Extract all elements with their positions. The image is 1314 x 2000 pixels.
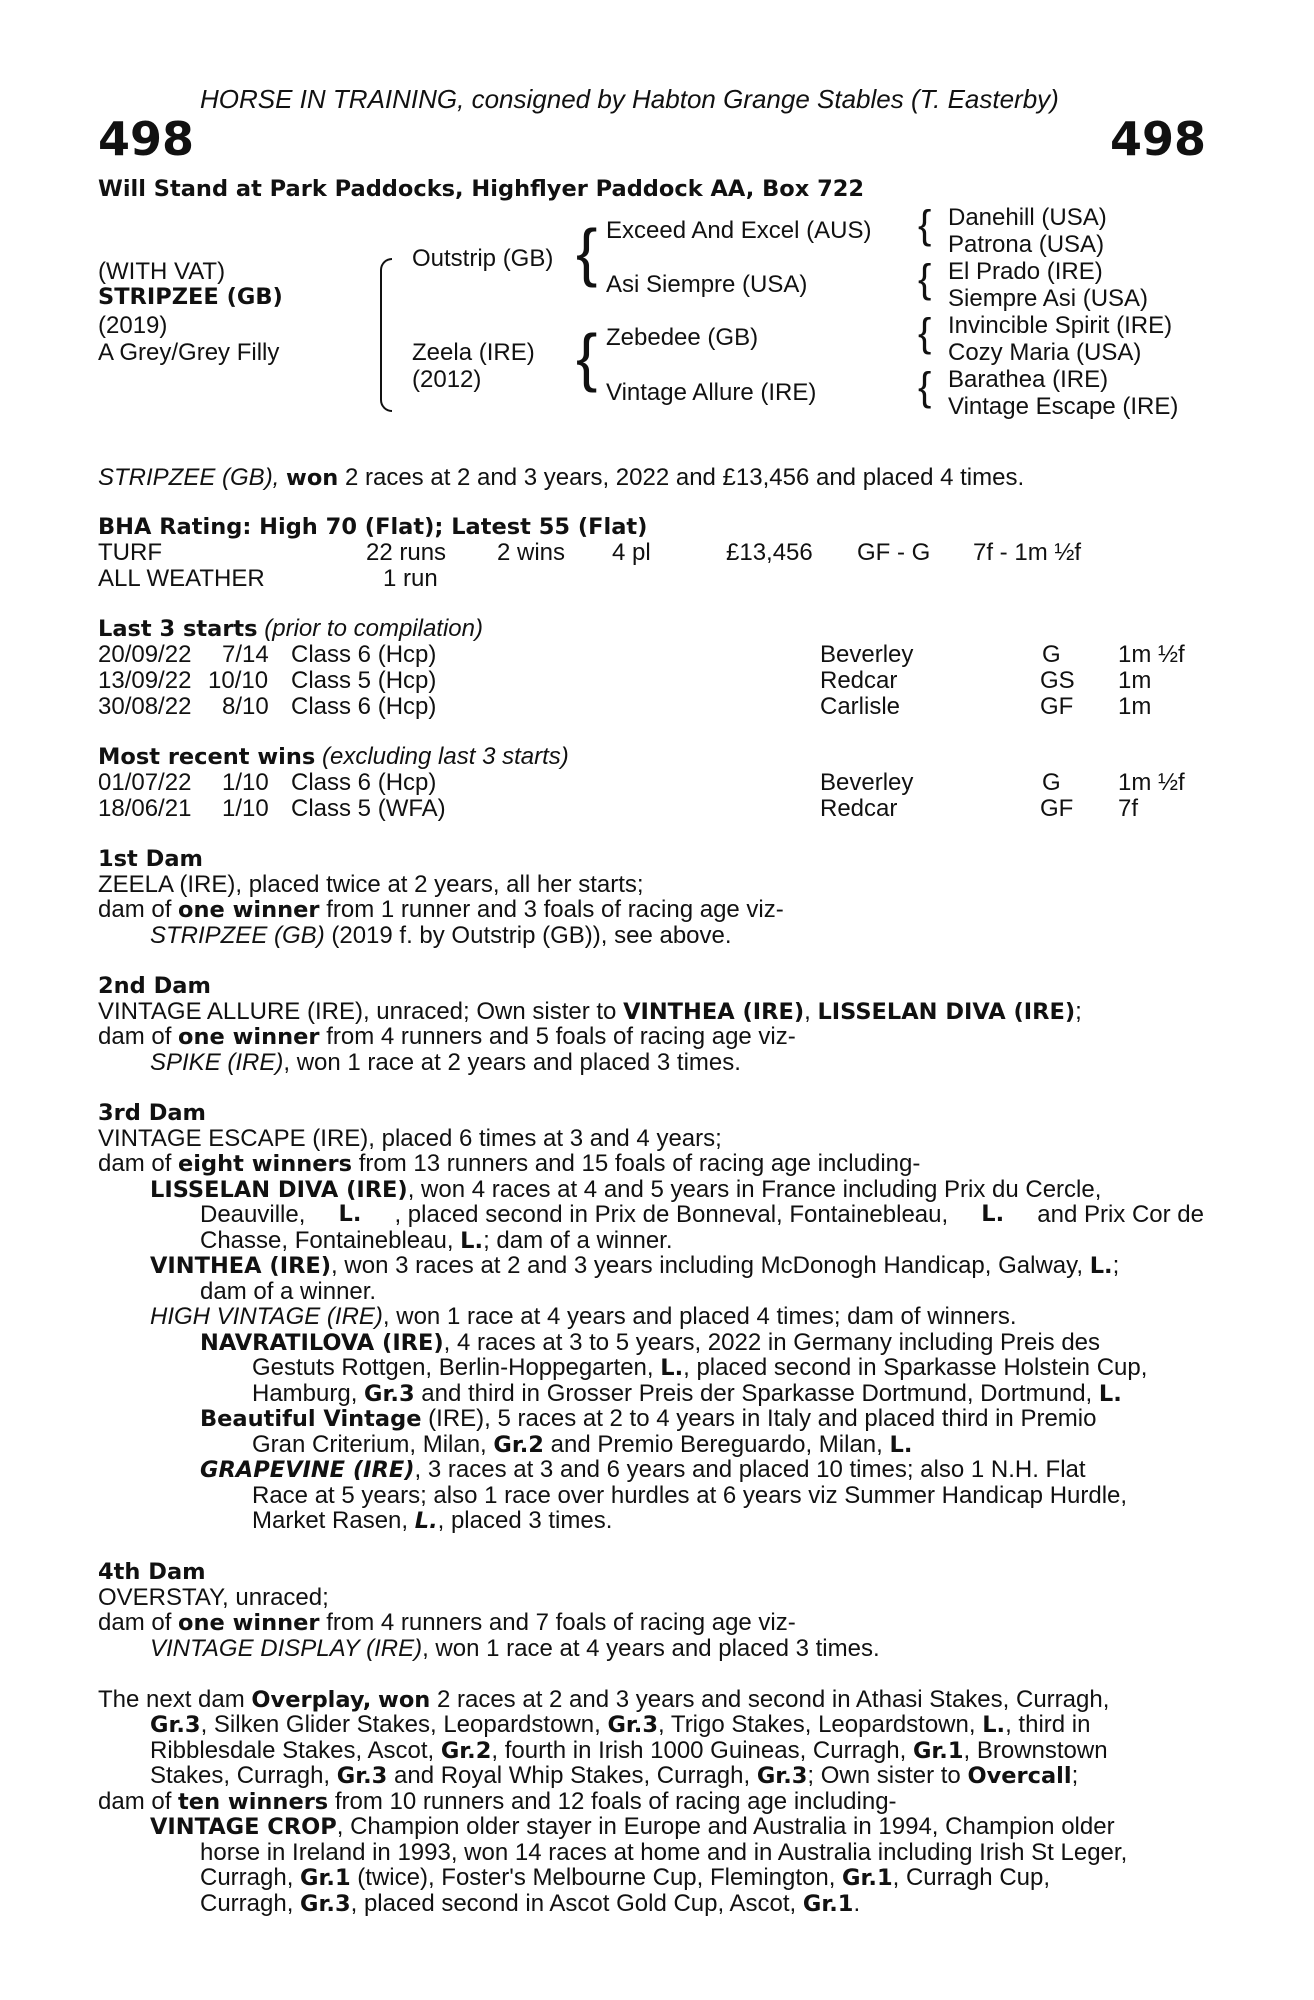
produce-grapevine-cont: Market Rasen, L., placed 3 times. (252, 1507, 613, 1534)
pedigree-bracket: { (918, 311, 932, 355)
horse-description: A Grey/Grey Filly (98, 339, 280, 366)
win-position: 1/10 (222, 769, 269, 796)
ratings-earnings: £13,456 (726, 539, 813, 566)
bha-rating: BHA Rating: High 70 (Flat); Latest 55 (Flat) (98, 514, 648, 540)
pedigree-ancestor: El Prado (IRE) (948, 258, 1103, 285)
summary-horse-name: STRIPZEE (GB), (98, 464, 280, 491)
third-dam-heading: 3rd Dam (98, 1100, 206, 1126)
pedigree-bracket (380, 258, 392, 412)
second-dam-line: dam of one winner from 4 runners and 5 foals of racing age viz- (98, 1023, 796, 1050)
produce-grapevine: GRAPEVINE (IRE), 3 races at 3 and 6 years and placed 10 times; also 1 N.H. Flat (200, 1456, 1086, 1483)
consignor-line: HORSE IN TRAINING, consigned by Habton Grange Stables (T. Easterby) (200, 84, 1059, 114)
pedigree-dam-year: (2012) (412, 366, 482, 393)
summary-text: 2 races at 2 and 3 years, 2022 and £13,456 and placed 4 times. (344, 464, 1025, 491)
win-going: GF (1040, 795, 1074, 822)
start-course: Beverley (820, 641, 914, 668)
start-position: 10/10 (208, 667, 269, 694)
vat-note: (WITH VAT) (98, 258, 226, 285)
next-dam-line: Stakes, Curragh, Gr.3 and Royal Whip Stakes, Curragh, Gr.3; Own sister to Overcall; (150, 1762, 1079, 1789)
pedigree-bracket: { (576, 216, 598, 288)
win-class: Class 5 (WFA) (291, 795, 446, 822)
win-going: G (1042, 769, 1061, 796)
win-course: Redcar (820, 795, 898, 822)
produce-navratilova: NAVRATILOVA (IRE), 4 races at 3 to 5 years, 2022 in Germany including Preis des (200, 1329, 1101, 1356)
pedigree-sire-dam: Asi Siempre (USA) (606, 271, 808, 298)
pedigree-ancestor: Barathea (IRE) (948, 366, 1109, 393)
pedigree-bracket: { (918, 365, 932, 409)
lot-number-right: 498 (1109, 112, 1206, 166)
pedigree-ancestor: Invincible Spirit (IRE) (948, 312, 1173, 339)
produce-navratilova-cont: Hamburg, Gr.3 and third in Grosser Preis der Sparkasse Dortmund, Dortmund, L. (252, 1380, 1122, 1407)
start-date: 30/08/22 (98, 693, 192, 720)
pedigree-bracket: { (918, 203, 932, 247)
win-date: 18/06/21 (98, 795, 192, 822)
pedigree-sire: Outstrip (GB) (412, 245, 554, 272)
pedigree-dam: Zeela (IRE) (412, 339, 535, 366)
start-course: Carlisle (820, 693, 901, 720)
ratings-surface: TURF (98, 539, 162, 566)
race-summary (98, 465, 1024, 492)
pedigree-ancestor: Siempre Asi (USA) (948, 285, 1149, 312)
produce-vintage-crop-cont: horse in Ireland in 1993, won 14 races at home and in Australia including Irish St Leger, (200, 1839, 1128, 1866)
stand-location: Will Stand at Park Paddocks, Highflyer Paddock AA, Box 722 (98, 176, 865, 202)
horse-name: STRIPZEE (GB) (98, 284, 283, 310)
produce-beautiful-vintage: Beautiful Vintage (IRE), 5 races at 2 to 4 years in Italy and placed third in Premio (200, 1405, 1097, 1432)
third-dam-line: VINTAGE ESCAPE (IRE), placed 6 times at 3 and 4 years; (98, 1125, 722, 1152)
win-distance: 7f (1118, 795, 1139, 822)
start-position: 7/14 (222, 641, 269, 668)
win-date: 01/07/22 (98, 769, 192, 796)
win-class: Class 6 (Hcp) (291, 769, 437, 796)
second-dam-line: VINTAGE ALLURE (IRE), unraced; Own sister to VINTHEA (IRE), LISSELAN DIVA (IRE); (98, 998, 1082, 1025)
produce-vinthea: VINTHEA (IRE), won 3 races at 2 and 3 years including McDonogh Handicap, Galway, L.; (150, 1252, 1120, 1279)
start-class: Class 6 (Hcp) (291, 641, 437, 668)
fourth-dam-line: dam of one winner from 4 runners and 7 foals of racing age viz- (98, 1609, 796, 1636)
produce-lisselan-diva: LISSELAN DIVA (IRE), won 4 races at 4 and 5 years in France including Prix du Cercle, (150, 1176, 1102, 1203)
produce-vintage-crop: VINTAGE CROP, Champion older stayer in Europe and Australia in 1994, Champion older (150, 1813, 1115, 1840)
third-dam-line: dam of eight winners from 13 runners and 15 foals of racing age including- (98, 1150, 921, 1177)
pedigree-ancestor: Vintage Escape (IRE) (948, 393, 1179, 420)
produce-beautiful-vintage-cont: Gran Criterium, Milan, Gr.2 and Premio Bereguardo, Milan, L. (252, 1431, 913, 1458)
ratings-wins: 2 wins (497, 539, 566, 566)
first-dam-line: ZEELA (IRE), placed twice at 2 years, all her starts; (98, 871, 644, 898)
last-starts-heading: Last 3 starts (prior to compilation) (98, 615, 483, 642)
first-dam-heading: 1st Dam (98, 846, 203, 872)
first-dam-produce: STRIPZEE (GB) (2019 f. by Outstrip (GB)), see above. (150, 922, 732, 949)
win-position: 1/10 (222, 795, 269, 822)
start-distance: 1m ½f (1118, 641, 1185, 668)
lot-number-left: 498 (98, 112, 195, 166)
produce-vintage-crop-cont: Curragh, Gr.1 (twice), Foster's Melbourne Cup, Flemington, Gr.1, Curragh Cup, (200, 1864, 1051, 1891)
win-course: Beverley (820, 769, 914, 796)
pedigree-dam-sire: Zebedee (GB) (606, 324, 759, 351)
start-distance: 1m (1118, 693, 1152, 720)
pedigree-bracket: { (576, 321, 598, 393)
horse-year: (2019) (98, 312, 168, 339)
second-dam-produce: SPIKE (IRE), won 1 race at 2 years and placed 3 times. (150, 1049, 741, 1076)
produce-vintage-crop-cont: Curragh, Gr.3, placed second in Ascot Gold Cup, Ascot, Gr.1. (200, 1890, 861, 1917)
produce-high-vintage: HIGH VINTAGE (IRE), won 1 race at 4 years and placed 4 times; dam of winners. (150, 1303, 1017, 1330)
produce-grapevine-cont: Race at 5 years; also 1 race over hurdles at 6 years viz Summer Handicap Hurdle, (252, 1482, 1128, 1509)
win-distance: 1m ½f (1118, 769, 1185, 796)
start-class: Class 6 (Hcp) (291, 693, 437, 720)
pedigree-ancestor: Patrona (USA) (948, 231, 1105, 258)
ratings-runs: 1 run (383, 565, 438, 592)
pedigree-ancestor: Danehill (USA) (948, 204, 1107, 231)
ratings-distance: 7f - 1m ½f (973, 539, 1082, 566)
ratings-runs: 22 runs (366, 539, 447, 566)
pedigree-dam-dam: Vintage Allure (IRE) (606, 379, 817, 406)
ratings-surface: ALL WEATHER (98, 565, 265, 592)
next-dam-line: Gr.3, Silken Glider Stakes, Leopardstown, Gr.3, Trigo Stakes, Leopardstown, L., third in (150, 1711, 1091, 1738)
produce-vinthea-cont: dam of a winner. (200, 1278, 377, 1305)
pedigree-sire-sire: Exceed And Excel (AUS) (606, 217, 872, 244)
produce-lisselan-diva-cont: Deauville, L. , placed second in Prix de Bonneval, Fontainebleau, L. and Prix Cor de (200, 1201, 1204, 1228)
start-going: GS (1040, 667, 1075, 694)
summary-won: won (286, 465, 339, 491)
pedigree-ancestor: Cozy Maria (USA) (948, 339, 1142, 366)
start-position: 8/10 (222, 693, 269, 720)
recent-wins-heading: Most recent wins (excluding last 3 starts) (98, 743, 569, 770)
produce-navratilova-cont: Gestuts Rottgen, Berlin-Hoppegarten, L., placed second in Sparkasse Holstein Cup, (252, 1354, 1148, 1381)
first-dam-line: dam of one winner from 1 runner and 3 foals of racing age viz- (98, 896, 784, 923)
fourth-dam-heading: 4th Dam (98, 1559, 206, 1585)
start-course: Redcar (820, 667, 898, 694)
start-date: 20/09/22 (98, 641, 192, 668)
second-dam-heading: 2nd Dam (98, 973, 211, 999)
pedigree-bracket: { (918, 257, 932, 301)
start-distance: 1m (1118, 667, 1152, 694)
next-dam-line: Ribblesdale Stakes, Ascot, Gr.2, fourth in Irish 1000 Guineas, Curragh, Gr.1, Brownstown (150, 1737, 1108, 1764)
next-dam-line: dam of ten winners from 10 runners and 12 foals of racing age including- (98, 1788, 897, 1815)
start-date: 13/09/22 (98, 667, 192, 694)
fourth-dam-line: OVERSTAY, unraced; (98, 1584, 329, 1611)
next-dam-line: The next dam Overplay, won 2 races at 2 and 3 years and second in Athasi Stakes, Curragh, (98, 1686, 1110, 1713)
start-going: GF (1040, 693, 1074, 720)
start-going: G (1042, 641, 1061, 668)
ratings-going: GF - G (857, 539, 931, 566)
fourth-dam-produce: VINTAGE DISPLAY (IRE), won 1 race at 4 years and placed 3 times. (150, 1635, 880, 1662)
produce-lisselan-diva-cont: Chasse, Fontainebleau, L.; dam of a winner. (200, 1227, 673, 1254)
start-class: Class 5 (Hcp) (291, 667, 437, 694)
ratings-placed: 4 pl (612, 539, 651, 566)
